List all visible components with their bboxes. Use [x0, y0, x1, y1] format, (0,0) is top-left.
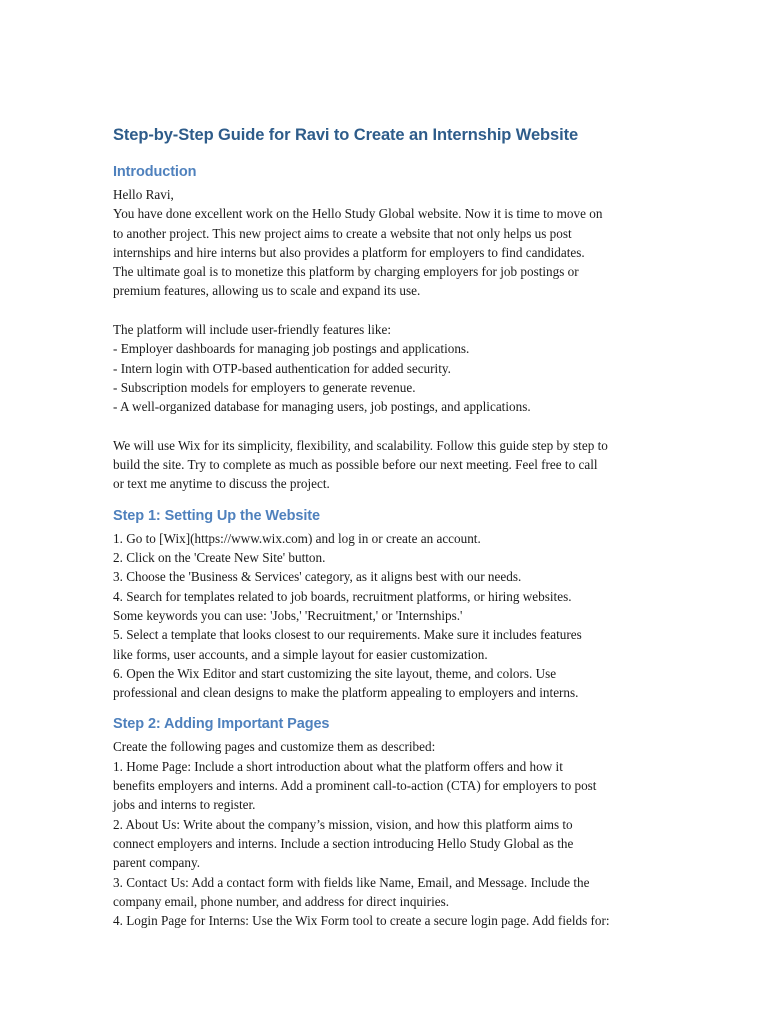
- text-line: 6. Open the Wix Editor and start customizing the site layout, theme, and colors. Use: [113, 665, 557, 681]
- section-body: [113, 529, 658, 703]
- text-line: 1. Go to [Wix](https://www.wix.com) and log in or create an account.: [113, 530, 481, 546]
- text-line: company email, phone number, and address for direct inquiries.: [113, 893, 450, 909]
- section-step-2: [113, 714, 658, 930]
- text-line: to another project. This new project aims to create a website that not only helps us post: [113, 225, 572, 241]
- text-line: benefits employers and interns. Add a prominent call-to-action (CTA) for employers to post: [113, 778, 597, 794]
- text-line: professional and clean designs to make the platform appealing to employers and interns.: [113, 685, 579, 701]
- text-line: - Intern login with OTP-based authentication for added security.: [113, 360, 451, 376]
- text-line: 3. Choose the 'Business & Services' category, as it aligns best with our needs.: [113, 569, 522, 585]
- text-line: - Employer dashboards for managing job postings and applications.: [113, 341, 470, 357]
- document-title: Step-by-Step Guide for Ravi to Create an Internship Website: [113, 126, 579, 144]
- text-line: like forms, user accounts, and a simple layout for easier customization.: [113, 646, 488, 662]
- section-heading: Introduction: [113, 164, 197, 180]
- text-line: - Subscription models for employers to generate revenue.: [113, 379, 416, 395]
- text-line: 1. Home Page: Include a short introduction about what the platform offers and how it: [113, 758, 563, 774]
- text-line: Hello Ravi,: [113, 187, 174, 202]
- text-line: build the site. Try to complete as much as possible before our next meeting. Feel free to call: [113, 457, 598, 473]
- text-line: 2. About Us: Write about the company’s mission, vision, and how this platform aims to: [113, 816, 573, 832]
- text-line: We will use Wix for its simplicity, flexibility, and scalability. Follow this guide step by step to: [113, 437, 608, 453]
- text-line: internships and hire interns but also provides a platform for employers to find candidates.: [113, 244, 585, 260]
- text-line: The platform will include user-friendly features like:: [113, 322, 392, 338]
- text-line: The ultimate goal is to monetize this platform by charging employers for job postings or: [113, 264, 579, 280]
- paragraph-spacer: [113, 301, 658, 320]
- section-body: [113, 185, 658, 494]
- text-line: - A well-organized database for managing users, job postings, and applications.: [113, 399, 531, 415]
- text-line: parent company.: [113, 855, 201, 871]
- text-line: or text me anytime to discuss the project.: [113, 476, 330, 492]
- text-line: jobs and interns to register.: [113, 797, 256, 813]
- text-line: Some keywords you can use: 'Jobs,' 'Recruitment,' or 'Internships.': [113, 607, 463, 623]
- section-heading: Step 1: Setting Up the Website: [113, 507, 321, 524]
- text-line: 2. Click on the 'Create New Site' button.: [113, 550, 326, 566]
- text-line: You have done excellent work on the Hello Study Global website. Now it is time to move on: [113, 206, 603, 222]
- section-body: [113, 737, 658, 930]
- text-line: 4. Search for templates related to job boards, recruitment platforms, or hiring websites.: [113, 588, 572, 604]
- text-line: 4. Login Page for Interns: Use the Wix Form tool to create a secure login page. Add fields for:: [113, 913, 610, 929]
- section-introduction: [113, 162, 658, 494]
- text-line: Create the following pages and customize them as described:: [113, 739, 436, 755]
- text-line: premium features, allowing us to scale and expand its use.: [113, 283, 421, 299]
- text-line: 3. Contact Us: Add a contact form with fields like Name, Email, and Message. Include the: [113, 874, 590, 890]
- text-line: connect employers and interns. Include a section introducing Hello Study Global as the: [113, 835, 574, 851]
- text-line: 5. Select a template that looks closest to our requirements. Make sure it includes features: [113, 627, 582, 643]
- paragraph-spacer: [113, 417, 658, 436]
- section-heading: Step 2: Adding Important Pages: [113, 716, 330, 733]
- section-step-1: [113, 506, 658, 703]
- document-page: [113, 124, 658, 942]
